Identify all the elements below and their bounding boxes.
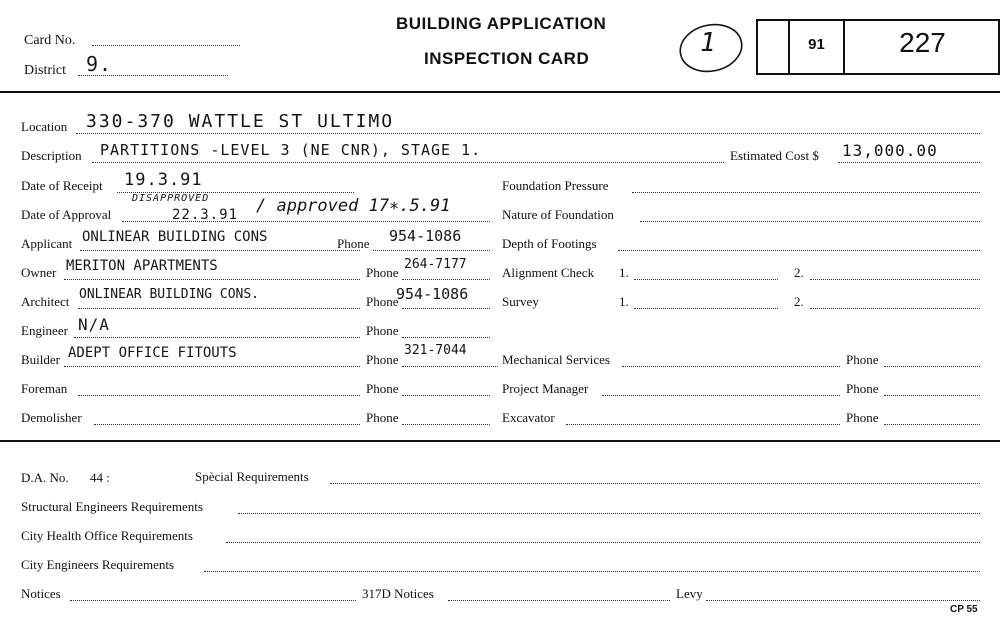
excavator-label: Excavator — [502, 410, 555, 425]
location-label: Location — [21, 119, 68, 134]
applicant-label: Applicant — [21, 236, 73, 251]
nature-foundation-field[interactable] — [640, 221, 980, 222]
city-engineers-field[interactable] — [204, 571, 980, 572]
receipt-label: Date of Receipt — [21, 178, 103, 193]
card-no-field[interactable] — [92, 45, 240, 46]
mechanical-phone-field[interactable] — [884, 366, 980, 367]
architect-field[interactable] — [78, 308, 360, 309]
survey-2-label: 2. — [794, 294, 804, 309]
estimated-cost-value: 13,000.00 — [842, 141, 938, 160]
architect-phone-value: 954-1086 — [396, 285, 469, 303]
foreman-label: Foreman — [21, 381, 68, 396]
estimated-cost-label: Estimated Cost $ — [730, 148, 819, 163]
notices-317d-field[interactable] — [448, 600, 670, 601]
owner-field[interactable] — [64, 279, 360, 280]
excavator-phone-label: Phone — [846, 410, 879, 425]
depth-footings-field[interactable] — [618, 250, 980, 251]
header-rule — [0, 91, 1000, 93]
health-field[interactable] — [226, 542, 980, 543]
foreman-phone-label: Phone — [366, 381, 399, 396]
applicant-phone-value: 954-1086 — [389, 227, 462, 245]
district-label: District — [24, 63, 66, 78]
description-field[interactable] — [92, 162, 724, 163]
foundation-pressure-label: Foundation Pressure — [502, 178, 609, 193]
health-label: City Health Office Requirements — [21, 528, 193, 543]
depth-footings-label: Depth of Footings — [502, 236, 597, 251]
demolisher-field[interactable] — [94, 424, 360, 425]
engineer-phone-field[interactable] — [402, 337, 490, 338]
builder-field[interactable] — [64, 366, 360, 367]
alignment-1-label: 1. — [619, 265, 629, 280]
alignment-2-field[interactable] — [810, 279, 980, 280]
box-large-value: 227 — [899, 27, 946, 58]
project-manager-phone-label: Phone — [846, 381, 879, 396]
mechanical-field[interactable] — [622, 366, 840, 367]
survey-2-field[interactable] — [810, 308, 980, 309]
levy-field[interactable] — [706, 600, 980, 601]
notices-label: Notices — [21, 586, 61, 601]
builder-label: Builder — [21, 352, 60, 367]
nature-foundation-label: Nature of Foundation — [502, 207, 614, 222]
foundation-pressure-field[interactable] — [632, 192, 980, 193]
architect-label: Architect — [21, 294, 70, 309]
special-requirements-label: Spècial Requirements — [195, 469, 309, 484]
alignment-1-field[interactable] — [634, 279, 778, 280]
form-code: CP 55 — [950, 604, 978, 615]
alignment-2-label: 2. — [794, 265, 804, 280]
project-manager-field[interactable] — [602, 395, 840, 396]
form-title-line1: BUILDING APPLICATION — [396, 14, 607, 33]
applicant-phone-field[interactable] — [373, 250, 490, 251]
excavator-field[interactable] — [566, 424, 840, 425]
box-small-value: 91 — [808, 36, 825, 53]
builder-value: ADEPT OFFICE FITOUTS — [68, 345, 237, 361]
excavator-phone-field[interactable] — [884, 424, 980, 425]
architect-phone-field[interactable] — [402, 308, 490, 309]
receipt-value: 19.3.91 — [124, 170, 203, 190]
engineer-field[interactable] — [74, 337, 360, 338]
alignment-check-label: Alignment Check — [502, 265, 595, 280]
engineer-value: N/A — [78, 315, 110, 334]
architect-phone-label: Phone — [366, 294, 399, 309]
applicant-field[interactable] — [80, 250, 360, 251]
circled-mark-value: 1 — [700, 28, 717, 58]
owner-phone-label: Phone — [366, 265, 399, 280]
card-no-label: Card No. — [24, 33, 76, 48]
description-label: Description — [21, 148, 82, 163]
owner-label: Owner — [21, 265, 57, 280]
levy-label: Levy — [676, 586, 703, 601]
approval-label: Date of Approval — [21, 207, 112, 222]
approval-note: DISAPPROVED — [132, 193, 210, 204]
engineer-label: Engineer — [21, 323, 68, 338]
builder-phone-label: Phone — [366, 352, 399, 367]
form-title-line2: INSPECTION CARD — [424, 49, 590, 68]
description-value: PARTITIONS -LEVEL 3 (NE CNR), STAGE 1. — [100, 141, 482, 159]
owner-phone-field[interactable] — [402, 279, 490, 280]
location-value: 330-370 WATTLE ST ULTIMO — [86, 111, 395, 132]
applicant-phone-label: Phone — [337, 236, 370, 251]
structural-label: Structural Engineers Requirements — [21, 499, 203, 514]
city-engineers-label: City Engineers Requirements — [21, 557, 175, 572]
notices-317d-label: 317D Notices — [362, 586, 434, 601]
demolisher-phone-label: Phone — [366, 410, 399, 425]
estimated-cost-field[interactable] — [838, 162, 980, 163]
foreman-phone-field[interactable] — [402, 395, 490, 396]
survey-label: Survey — [502, 294, 539, 309]
architect-value: ONLINEAR BUILDING CONS. — [79, 287, 260, 302]
foreman-field[interactable] — [78, 395, 360, 396]
middle-rule — [0, 440, 1000, 442]
approval-value: 22.3.91 — [172, 207, 239, 223]
builder-phone-field[interactable] — [402, 366, 498, 367]
applicant-value: ONLINEAR BUILDING CONS — [82, 229, 268, 245]
special-requirements-field[interactable] — [330, 483, 980, 484]
demolisher-phone-field[interactable] — [402, 424, 490, 425]
mechanical-phone-label: Phone — [846, 352, 879, 367]
survey-1-label: 1. — [619, 294, 629, 309]
owner-value: MERITON APARTMENTS — [66, 258, 218, 274]
district-value: 9. — [86, 52, 113, 76]
mechanical-label: Mechanical Services — [502, 352, 610, 367]
da-no-value: 44 : — [90, 470, 110, 485]
approval-extra: / approved 17∗.5.91 — [256, 196, 451, 216]
da-no-label: D.A. No. — [21, 470, 69, 485]
location-field[interactable] — [76, 133, 980, 134]
engineer-phone-label: Phone — [366, 323, 399, 338]
demolisher-label: Demolisher — [21, 410, 82, 425]
owner-phone-value: 264-7177 — [404, 257, 467, 272]
builder-phone-value: 321-7044 — [404, 343, 467, 358]
notices-field[interactable] — [70, 600, 356, 601]
structural-field[interactable] — [238, 513, 980, 514]
project-manager-phone-field[interactable] — [884, 395, 980, 396]
survey-1-field[interactable] — [634, 308, 778, 309]
project-manager-label: Project Manager — [502, 381, 589, 396]
